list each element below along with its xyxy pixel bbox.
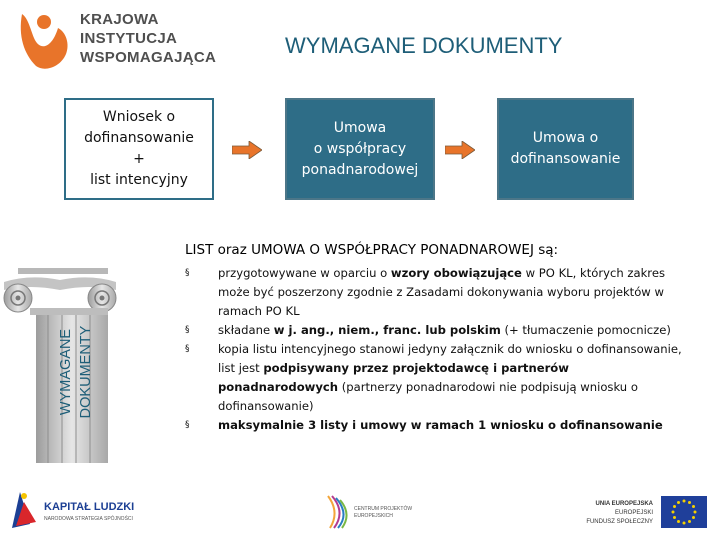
- cpe-logo-line1: CENTRUM PROJEKTÓW: [354, 506, 413, 512]
- arrow-right-icon: [232, 141, 262, 159]
- kiw-logo-text: KRAJOWA INSTYTUCJA WSPOMAGAJĄCA: [80, 11, 217, 66]
- ue-logo-line2: EUROPEJSKI: [614, 510, 653, 516]
- bullet-icon: §: [185, 344, 190, 354]
- list-item: § przygotowywane w oparciu o wzory obowiązujące w PO KL, których zakres może być poszerzony zgodnie z Zasadami dokonywania wyboru projektów w ramach PO KL: [185, 266, 665, 318]
- bullet-icon: §: [185, 268, 190, 278]
- arrow-right-icon: [445, 141, 475, 159]
- flow-box-application: Wniosek o dofinansowanie + list intencyjny: [64, 98, 214, 200]
- list-heading: LIST oraz UMOWA O WSPÓŁPRACY PONADNAROWEJ są:: [185, 242, 559, 258]
- page-title: WYMAGANE DOKUMENTY: [285, 33, 563, 58]
- flow-box-funding-agreement: Umowa o dofinansowanie: [497, 98, 634, 200]
- bullet-icon: §: [185, 420, 190, 430]
- kl-logo-sub: NARODOWA STRATEGIA SPÓJNOŚCI: [44, 516, 133, 522]
- eu-logo: [585, 494, 713, 530]
- list-item: § składane w j. ang., niem., franc. lub polskim (+ tłumaczenie pomocnicze): [185, 321, 685, 340]
- bullet-list: [185, 264, 685, 435]
- kiw-logo-mark: [14, 8, 72, 72]
- list-item: § maksymalnie 3 listy i umowy w ramach 1 wniosku o dofinansowanie: [185, 416, 685, 435]
- bullet-icon: §: [185, 325, 190, 335]
- kl-logo-name: KAPITAŁ LUDZKI: [44, 501, 135, 513]
- cpe-logo-line2: EUROPEJSKICH: [354, 513, 393, 519]
- list-item: § kopia listu intencyjnego stanowi jedyny załącznik do wniosku o dofinansowanie, list jest podpisywany przez projektodawcę i partnerów ponadnarodowych (partnerzy ponadnarodowi nie podpisują wniosku o dofinansowanie): [185, 342, 682, 413]
- ue-logo-line3: FUNDUSZ SPOŁECZNY: [586, 519, 653, 525]
- cpe-logo: [320, 492, 420, 532]
- side-label: [46, 292, 106, 452]
- side-label-line2: DOKUMENTY: [78, 325, 94, 419]
- ue-logo-line1: UNIA EUROPEJSKA: [595, 501, 653, 507]
- kapital-ludzki-logo: [10, 488, 150, 530]
- flow-box-partnership-agreement: Umowa o współpracy ponadnarodowej: [285, 98, 435, 200]
- side-label-line1: WYMAGANE: [58, 328, 74, 416]
